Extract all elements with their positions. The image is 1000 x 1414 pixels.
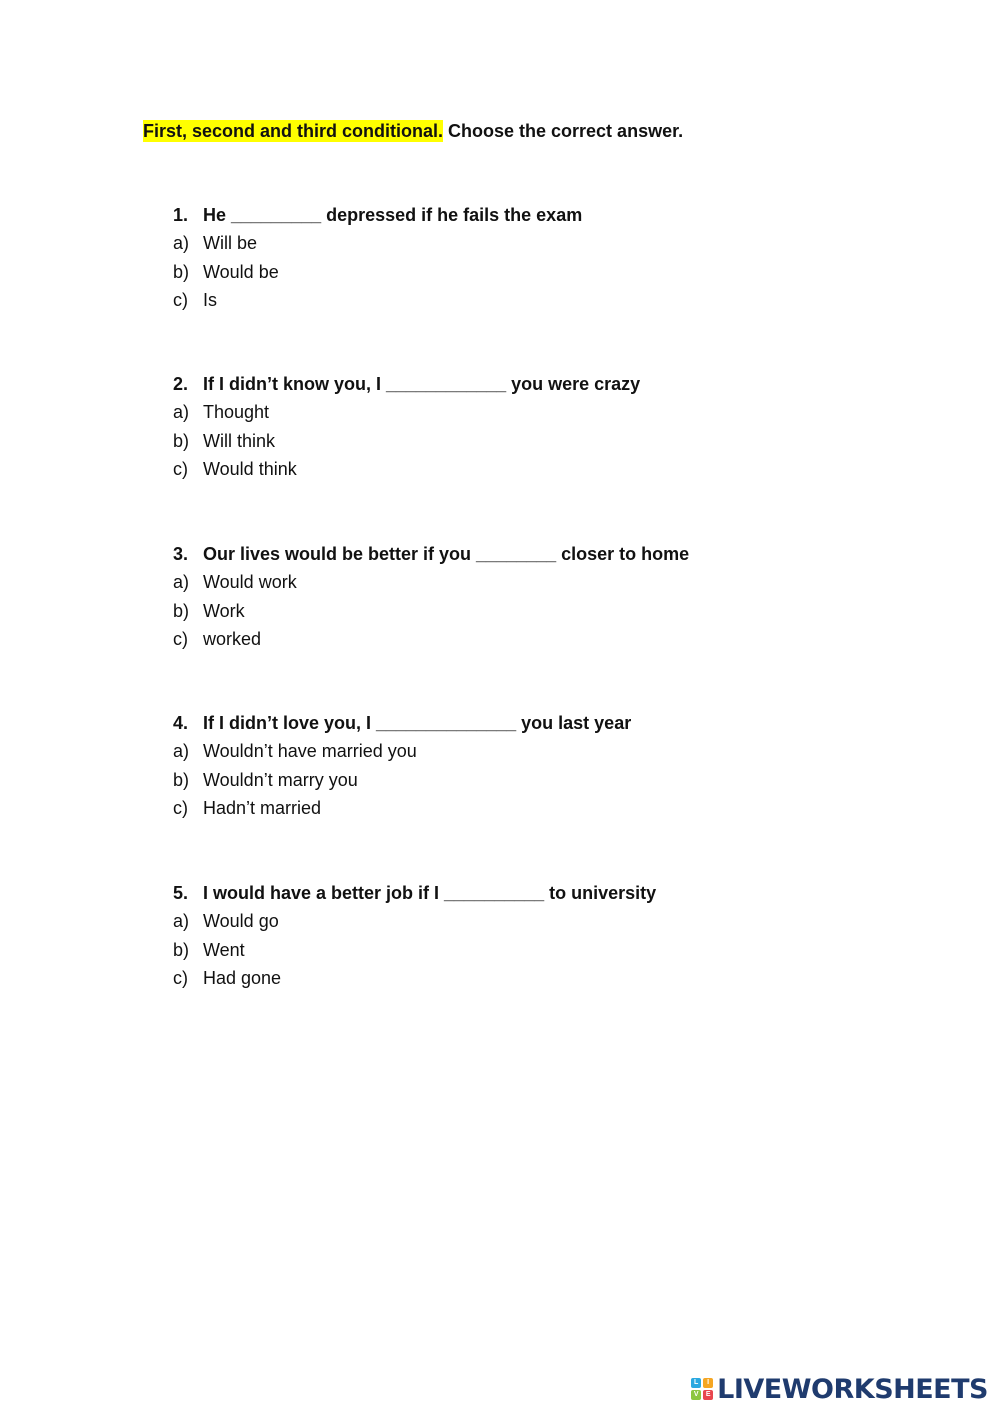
option-letter: b) bbox=[173, 430, 190, 451]
option-c[interactable] bbox=[173, 455, 873, 484]
option-text: Would think bbox=[203, 459, 297, 479]
logo-mark-icon bbox=[691, 1378, 713, 1400]
option-b[interactable] bbox=[173, 936, 873, 965]
option-text: Is bbox=[203, 290, 218, 310]
option-text: Hadn’t married bbox=[203, 798, 322, 818]
liveworksheets-logo bbox=[691, 1374, 988, 1404]
question-5 bbox=[173, 879, 873, 993]
option-c[interactable] bbox=[173, 286, 873, 315]
logo-tile: E bbox=[703, 1390, 713, 1400]
option-text: Would go bbox=[203, 911, 279, 931]
logo-tile: L bbox=[691, 1378, 701, 1388]
option-b[interactable] bbox=[173, 766, 873, 795]
option-letter: a) bbox=[173, 572, 190, 592]
option-text: Will be bbox=[203, 233, 258, 253]
option-b[interactable] bbox=[173, 597, 873, 626]
question-text: If I didn’t love you, I ______________ you last year bbox=[203, 713, 632, 733]
option-text: Would be bbox=[203, 261, 279, 282]
option-c[interactable] bbox=[173, 625, 873, 654]
option-text: Would work bbox=[203, 572, 297, 592]
option-letter: a) bbox=[173, 741, 190, 761]
question-number: 1. bbox=[173, 205, 189, 225]
question-stem bbox=[173, 370, 873, 398]
option-c[interactable] bbox=[173, 964, 873, 993]
option-text: Went bbox=[203, 939, 245, 960]
logo-tile: V bbox=[691, 1390, 701, 1400]
option-letter: c) bbox=[173, 968, 188, 988]
logo-tile: I bbox=[703, 1378, 713, 1388]
option-a[interactable] bbox=[173, 398, 873, 427]
worksheet-title bbox=[143, 118, 683, 144]
question-stem bbox=[173, 540, 873, 568]
question-number: 4. bbox=[173, 713, 189, 733]
question-number: 5. bbox=[173, 883, 189, 903]
option-letter: c) bbox=[173, 290, 188, 310]
question-text: I would have a better job if I __________ to university bbox=[203, 883, 657, 903]
logo-text: LIVEWORKSHEETS bbox=[717, 1373, 988, 1405]
option-b[interactable] bbox=[173, 258, 873, 287]
question-2 bbox=[173, 370, 873, 484]
option-text: Had gone bbox=[203, 968, 282, 988]
option-letter: a) bbox=[173, 402, 190, 422]
option-text: Work bbox=[203, 600, 245, 621]
question-text: If I didn’t know you, I ____________ you were crazy bbox=[203, 374, 641, 394]
option-text: worked bbox=[203, 629, 262, 649]
option-letter: b) bbox=[173, 600, 190, 621]
option-letter: c) bbox=[173, 798, 188, 818]
option-a[interactable] bbox=[173, 907, 873, 936]
option-a[interactable] bbox=[173, 229, 873, 258]
option-letter: b) bbox=[173, 261, 190, 282]
option-letter: c) bbox=[173, 459, 188, 479]
option-letter: a) bbox=[173, 911, 190, 931]
question-number: 3. bbox=[173, 544, 189, 564]
option-a[interactable] bbox=[173, 568, 873, 597]
option-text: Will think bbox=[203, 430, 276, 451]
option-b[interactable] bbox=[173, 427, 873, 456]
question-text: Our lives would be better if you ________ closer to home bbox=[203, 544, 690, 564]
option-letter: b) bbox=[173, 939, 190, 960]
question-4 bbox=[173, 709, 873, 823]
option-letter: c) bbox=[173, 629, 188, 649]
option-letter: a) bbox=[173, 233, 190, 253]
question-number: 2. bbox=[173, 374, 189, 394]
option-a[interactable] bbox=[173, 737, 873, 766]
question-stem bbox=[173, 879, 873, 907]
title-highlight: First, second and third conditional. bbox=[143, 121, 444, 141]
option-letter: b) bbox=[173, 769, 190, 790]
question-1 bbox=[173, 201, 873, 315]
question-stem bbox=[173, 201, 873, 229]
option-text: Wouldn’t marry you bbox=[203, 769, 358, 790]
title-instruction: Choose the correct answer. bbox=[443, 121, 684, 141]
question-text: He _________ depressed if he fails the exam bbox=[203, 205, 583, 225]
question-stem bbox=[173, 709, 873, 737]
option-text: Wouldn’t have married you bbox=[203, 741, 417, 761]
option-text: Thought bbox=[203, 402, 270, 422]
option-c[interactable] bbox=[173, 794, 873, 823]
question-3 bbox=[173, 540, 873, 654]
